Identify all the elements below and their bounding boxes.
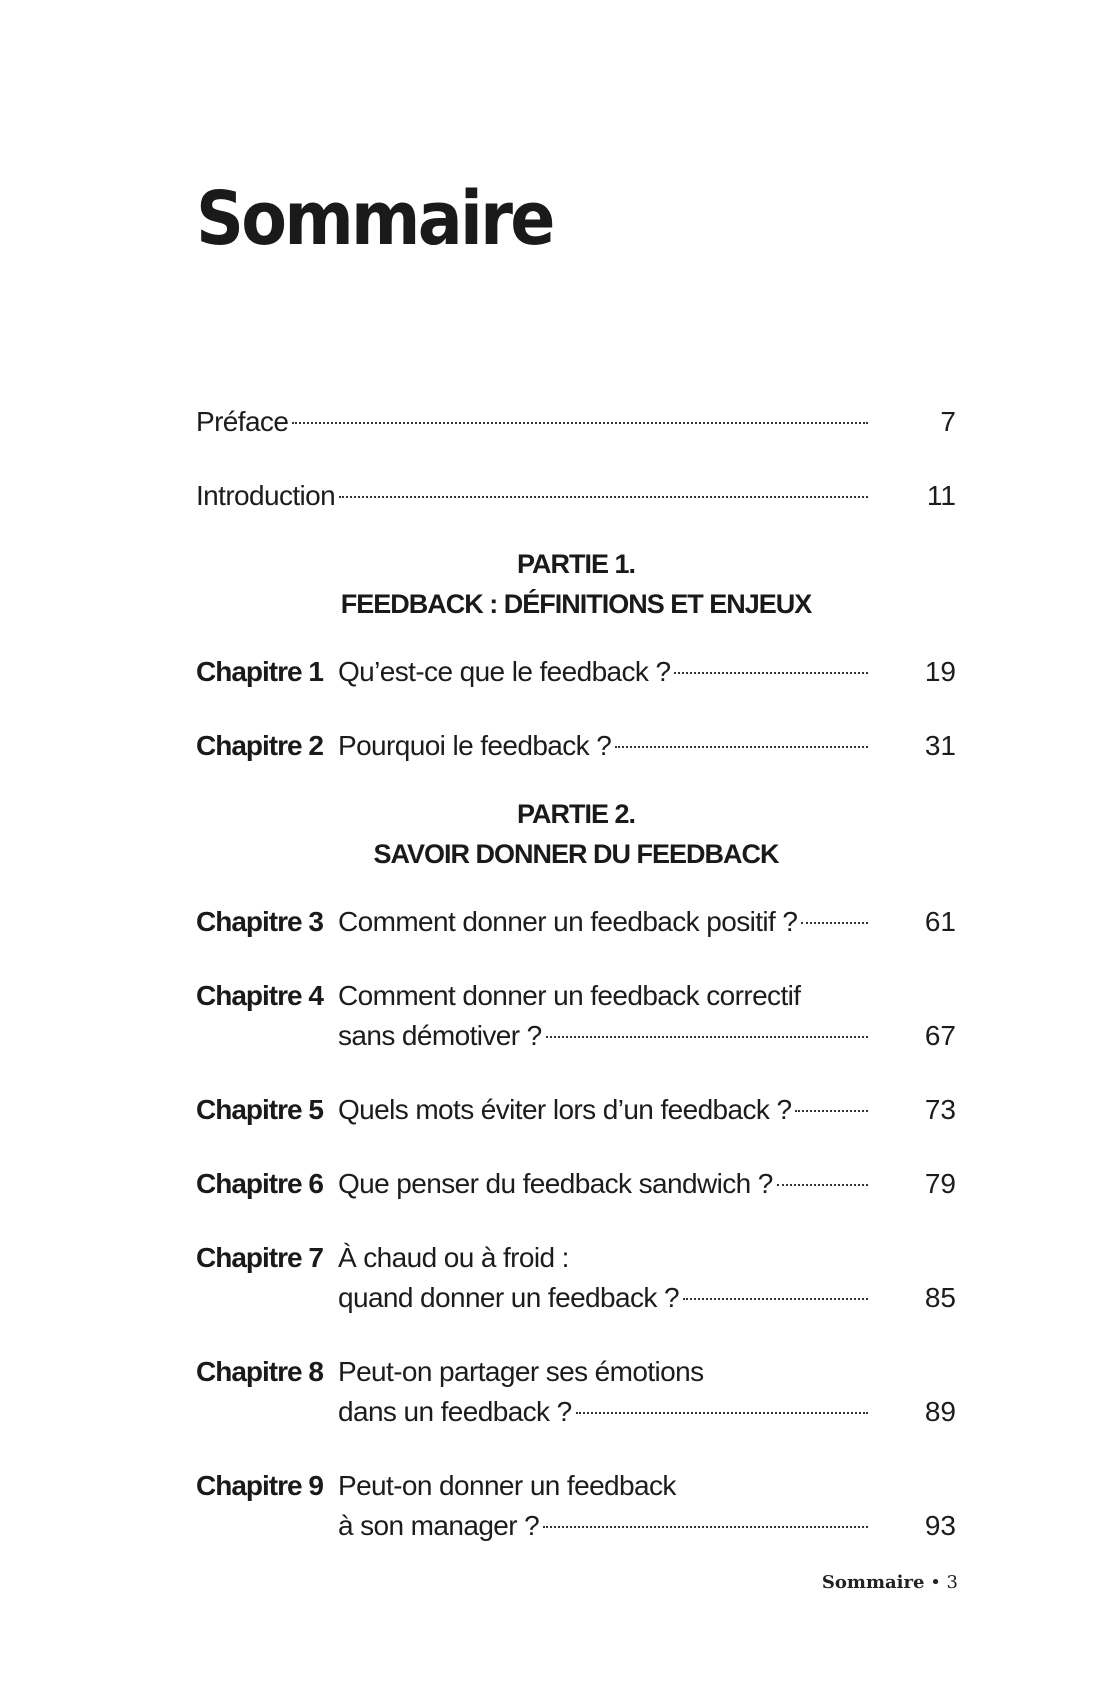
entry-title-line-2: quand donner un feedback ? xyxy=(338,1282,679,1313)
entry-title: Introduction xyxy=(196,480,336,511)
entry-title: Préface xyxy=(196,406,289,437)
footer-separator: • xyxy=(930,1572,941,1593)
page-number: 31 xyxy=(924,730,956,761)
dot-leader xyxy=(795,1110,868,1112)
entry-title-line-1: Peut-on partager ses émotions xyxy=(338,1356,704,1387)
toc-entry-chapter-3[interactable] xyxy=(196,902,956,942)
chapter-label: Chapitre 4 xyxy=(196,980,323,1011)
dot-leader xyxy=(546,1036,868,1038)
toc-entry-chapter-4[interactable] xyxy=(196,976,956,1056)
toc-entry-chapter-1[interactable] xyxy=(196,652,956,692)
part-title: FEEDBACK : DÉFINITIONS ET ENJEUX xyxy=(340,589,812,619)
dot-leader xyxy=(801,922,868,924)
entry-title: Quels mots éviter lors d’un feedback ? xyxy=(338,1094,792,1125)
page-number: 79 xyxy=(924,1168,956,1199)
page-number: 73 xyxy=(924,1094,956,1125)
dot-leader xyxy=(576,1412,868,1414)
dot-leader xyxy=(292,422,868,424)
page-number: 93 xyxy=(924,1510,956,1541)
dot-leader xyxy=(339,496,868,498)
chapter-label: Chapitre 2 xyxy=(196,730,323,761)
entry-title: Que penser du feedback sandwich ? xyxy=(338,1168,773,1199)
toc-entry-preface[interactable] xyxy=(196,402,956,442)
chapter-label: Chapitre 7 xyxy=(196,1242,323,1273)
part-2-heading xyxy=(196,794,956,874)
entry-title: Qu’est-ce que le feedback ? xyxy=(338,656,671,687)
entry-title: Pourquoi le feedback ? xyxy=(338,730,612,761)
toc-entry-chapter-6[interactable] xyxy=(196,1164,956,1204)
chapter-label: Chapitre 1 xyxy=(196,656,323,687)
page-title: Sommaire xyxy=(196,176,553,262)
table-of-contents xyxy=(196,402,956,1580)
entry-title-line-2: dans un feedback ? xyxy=(338,1396,572,1427)
dot-leader xyxy=(683,1298,868,1300)
entry-title-line-2: à son manager ? xyxy=(338,1510,540,1541)
entry-title: Comment donner un feedback positif ? xyxy=(338,906,798,937)
part-number: PARTIE 2. xyxy=(516,799,636,829)
page-number: 89 xyxy=(924,1396,956,1427)
chapter-label: Chapitre 3 xyxy=(196,906,323,937)
toc-entry-chapter-9[interactable] xyxy=(196,1466,956,1546)
toc-entry-chapter-8[interactable] xyxy=(196,1352,956,1432)
part-1-heading xyxy=(196,544,956,624)
footer-label: Sommaire xyxy=(821,1572,925,1593)
part-title: SAVOIR DONNER DU FEEDBACK xyxy=(373,839,779,869)
footer-page-number: 3 xyxy=(946,1572,958,1593)
toc-entry-introduction[interactable] xyxy=(196,476,956,516)
toc-entry-chapter-5[interactable] xyxy=(196,1090,956,1130)
toc-entry-chapter-7[interactable] xyxy=(196,1238,956,1318)
dot-leader xyxy=(674,672,868,674)
dot-leader xyxy=(543,1526,868,1528)
dot-leader xyxy=(777,1184,868,1186)
chapter-label: Chapitre 5 xyxy=(196,1094,323,1125)
page-number: 7 xyxy=(940,406,956,437)
page-number: 11 xyxy=(926,480,956,511)
chapter-label: Chapitre 8 xyxy=(196,1356,323,1387)
entry-title-line-1: Comment donner un feedback correctif xyxy=(338,980,801,1011)
chapter-label: Chapitre 9 xyxy=(196,1470,323,1501)
page-number: 85 xyxy=(924,1282,956,1313)
page-number: 67 xyxy=(924,1020,956,1051)
chapter-label: Chapitre 6 xyxy=(196,1168,323,1199)
page-number: 19 xyxy=(924,656,956,687)
entry-title-line-2: sans démotiver ? xyxy=(338,1020,542,1051)
page-number: 61 xyxy=(924,906,956,937)
part-number: PARTIE 1. xyxy=(516,549,636,579)
dot-leader xyxy=(615,746,868,748)
toc-entry-chapter-2[interactable] xyxy=(196,726,956,766)
entry-title-line-1: Peut-on donner un feedback xyxy=(338,1470,676,1501)
entry-title-line-1: À chaud ou à froid : xyxy=(338,1242,569,1273)
running-footer xyxy=(822,1572,958,1593)
